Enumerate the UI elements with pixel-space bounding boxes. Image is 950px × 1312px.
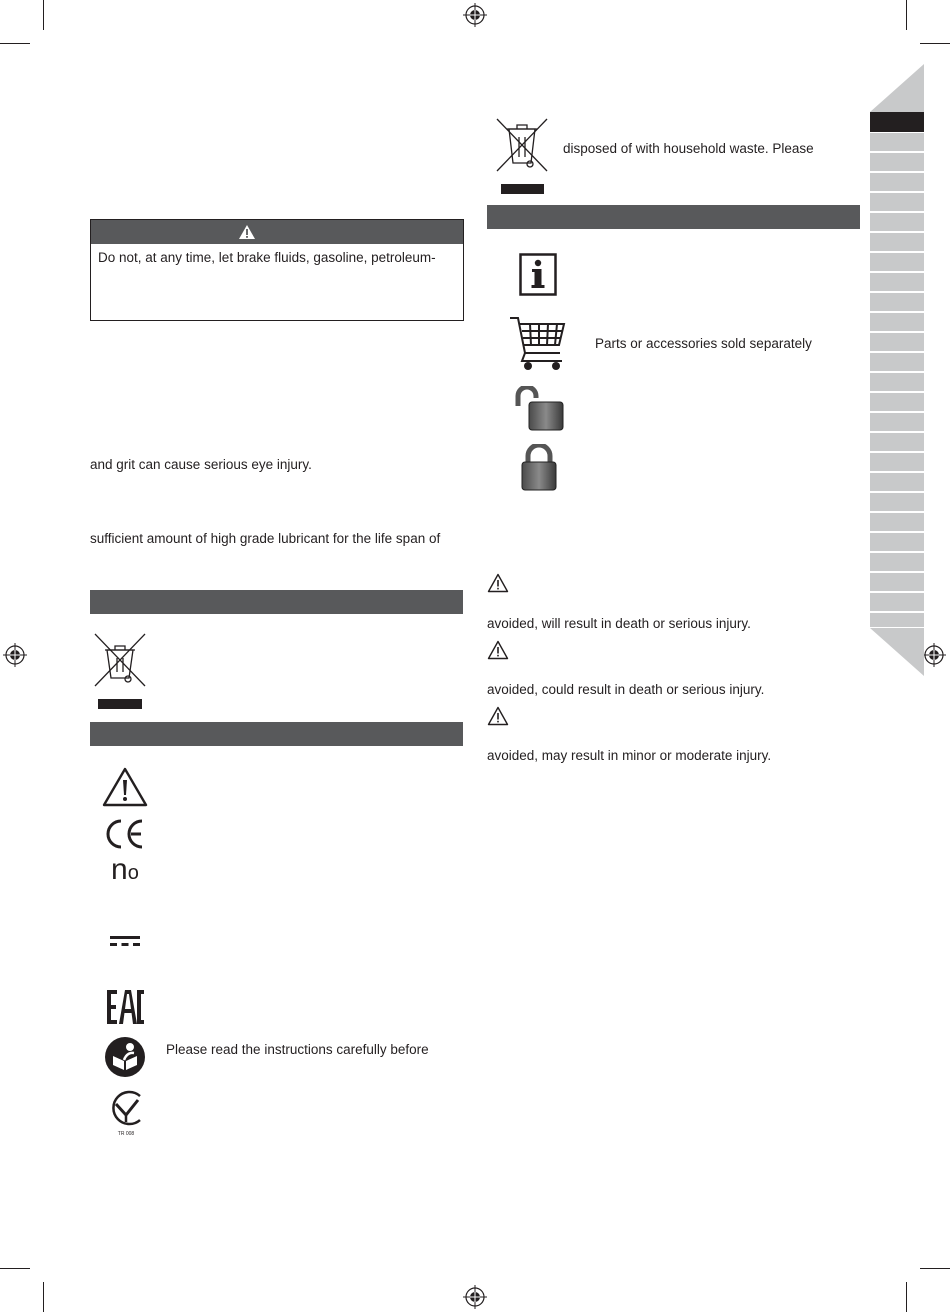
registration-mark-bottom-icon (463, 1285, 487, 1309)
locked-padlock-icon (518, 444, 560, 492)
symbols-section-bar (90, 722, 463, 746)
eye-injury-line: and grit can cause serious eye injury. (90, 457, 312, 472)
language-tab-strip (870, 64, 926, 676)
no-load-speed-symbol (111, 854, 139, 889)
no-load-speed-n: n (111, 853, 128, 886)
crop-mark-top-right-v (906, 0, 907, 30)
information-icon (519, 253, 557, 296)
caution-triangle-icon (487, 706, 509, 726)
crop-mark-top-left-v (43, 0, 44, 30)
read-instructions-text: Please read the instructions carefully before (166, 1042, 429, 1057)
right-section-bar (487, 205, 860, 229)
ce-mark-icon (104, 818, 146, 850)
warning-box (90, 219, 464, 321)
ukraine-conformity-icon (107, 1088, 145, 1138)
no-load-speed-subscript: o (127, 862, 139, 884)
caution-text: avoided, may result in minor or moderate injury. (487, 748, 772, 763)
crop-mark-bottom-left-v (43, 1282, 44, 1312)
weee-bin-right-icon (495, 117, 549, 195)
crop-mark-bottom-right-v (906, 1282, 907, 1312)
warning-level-text: avoided, could result in death or serious injury. (487, 682, 765, 697)
danger-triangle-icon (487, 573, 509, 593)
danger-text: avoided, will result in death or serious injury. (487, 616, 751, 631)
ukraine-mark-caption: TR 008 (117, 1131, 135, 1137)
registration-mark-left-icon (3, 643, 27, 667)
registration-mark-top-icon (463, 3, 487, 27)
parts-sold-separately-text: Parts or accessories sold separately (595, 336, 812, 351)
warning-box-header (91, 220, 463, 244)
warning-level-triangle-icon (487, 640, 509, 660)
weee-disposal-text: disposed of with household waste. Please (563, 141, 814, 156)
weee-bin-icon (93, 632, 147, 710)
unlocked-padlock-icon (513, 386, 565, 432)
crop-mark-top-left-h (0, 43, 30, 44)
crop-mark-bottom-right-h (920, 1268, 950, 1269)
read-manual-icon (104, 1036, 146, 1078)
crop-mark-bottom-left-h (0, 1268, 30, 1269)
direct-current-icon (110, 935, 140, 947)
warning-triangle-symbol-icon (101, 766, 149, 808)
lubricant-line: sufficient amount of high grade lubricant for the life span of (90, 531, 441, 546)
environment-section-bar (90, 590, 463, 614)
crop-mark-top-right-h (920, 43, 950, 44)
warning-triangle-icon (238, 224, 256, 240)
shopping-cart-icon (508, 315, 568, 371)
eac-mark-icon (106, 988, 144, 1026)
warning-box-text: Do not, at any time, let brake fluids, gasoline, petroleum- (98, 250, 436, 265)
